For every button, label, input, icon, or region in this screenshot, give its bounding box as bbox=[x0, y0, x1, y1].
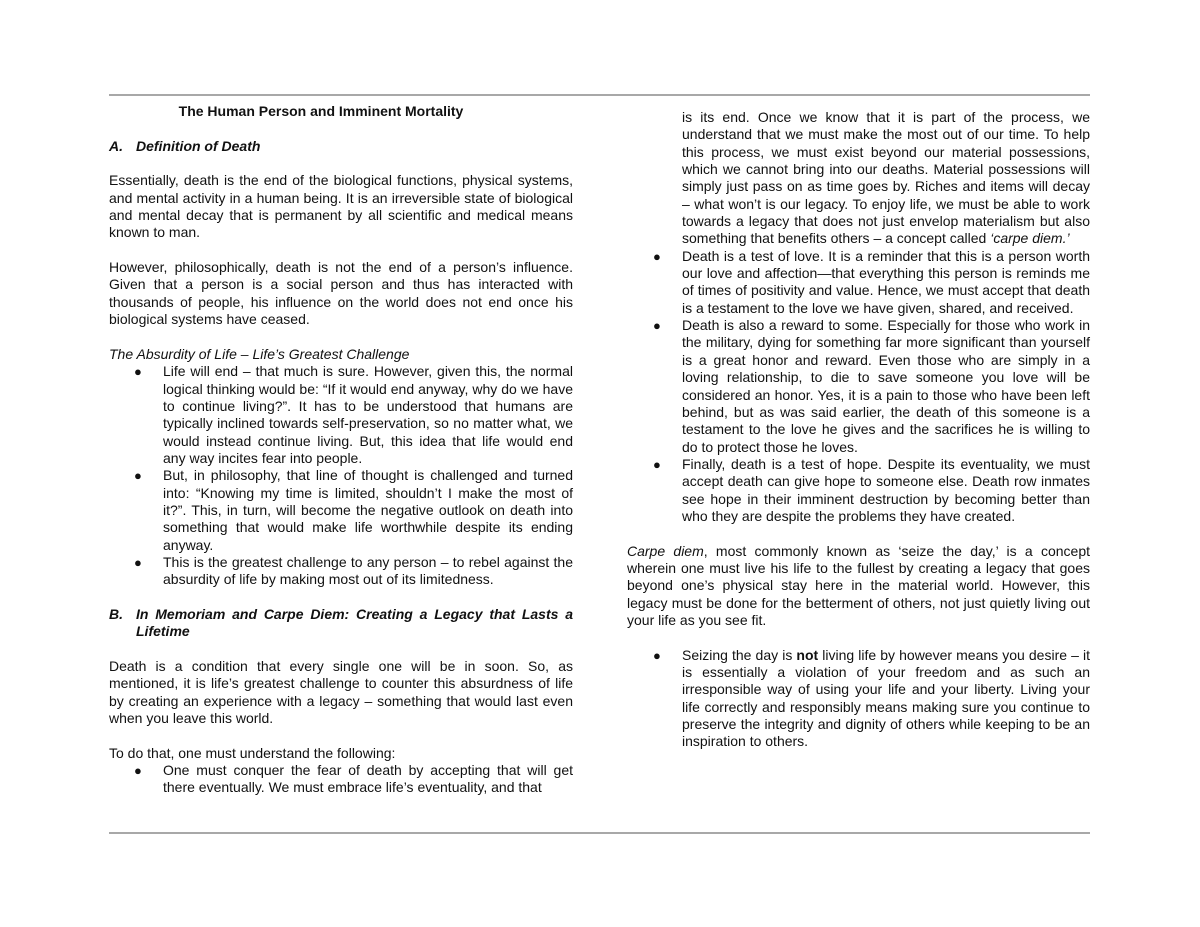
bottom-rule bbox=[109, 832, 1090, 834]
list-item: ● Finally, death is a test of hope. Despite its eventuality, we must accept death can give hope to someone else. Death row inmates see hope in their imminent destruction by becoming better than who they are despite the problems they have created. bbox=[653, 455, 1090, 524]
bullet-icon: ● bbox=[134, 554, 142, 570]
bullet-list bbox=[627, 248, 1090, 526]
bullet-icon: ● bbox=[134, 468, 142, 484]
list-item: ● This is the greatest challenge to any person – to rebel against the absurdity of life by making most out of its limitedness. bbox=[134, 553, 573, 588]
section-title: Definition of Death bbox=[136, 137, 261, 154]
list-item: ● Death is also a reward to some. Especially for those who work in the military, dying for something far more significant than yourself is a great honor and reward. Even those who are simply in a loving relationship, to die to save someone you love will be considered an honor. Yes, it is a pain to those who have been left behind, but as was said earlier, the death of this someone is a testament to the love he gives and the sacrifices he is willing to do to protect those he loves. bbox=[653, 317, 1090, 455]
bullet-list bbox=[109, 363, 573, 588]
bullet-icon: ● bbox=[134, 364, 142, 380]
left-column bbox=[109, 103, 573, 797]
paragraph: Essentially, death is the end of the biological functions, physical systems, and mental activity in a human being. It is an irreversible state of biological and mental decay that is permanent by all scientific and medical means known to man. bbox=[109, 172, 573, 241]
bullet-icon: ● bbox=[653, 318, 661, 334]
list-item: ● One must conquer the fear of death by accepting that will get there eventually. We must embrace life’s eventuality, and that bbox=[134, 762, 573, 796]
bullet-icon: ● bbox=[653, 647, 661, 663]
list-item: ● Seizing the day is not living life by however means you desire – it is essentially a violation of your freedom and as such an irresponsible way of using your life and your liberty. Living your life correctly and responsibly means making sure you continue to preserve the integrity and dignity of others while keeping to be an inspiration to others. bbox=[653, 646, 1090, 750]
bullet-icon: ● bbox=[653, 456, 661, 472]
section-a-heading bbox=[109, 138, 573, 155]
right-column bbox=[627, 109, 1090, 751]
section-number: A. bbox=[109, 137, 123, 154]
bullet-icon: ● bbox=[653, 248, 661, 264]
carpe-diem-paragraph: Carpe diem, most commonly known as ‘seize the day,’ is a concept wherein one must live his life to the fullest by creating a legacy that goes beyond one’s physical stay here in the material world. However, this legacy must be done for the betterment of others, not just quietly living out your life as you see fit. bbox=[627, 542, 1091, 628]
paragraph: However, philosophically, death is not the end of a person’s influence. Given that a person is a social person and thus has interacted with thousands of people, his influence on the world does not end once his biological systems have ceased. bbox=[109, 259, 573, 328]
section-b-heading bbox=[109, 606, 573, 641]
top-rule bbox=[109, 94, 1090, 96]
paragraph: Death is a condition that every single one will be in soon. So, as mentioned, it is life’s greatest challenge to counter this absurdness of life by creating an experience with a legacy – something that would last even when you leave this world. bbox=[109, 658, 573, 727]
document-title: The Human Person and Imminent Mortality bbox=[178, 103, 464, 119]
bullet-list bbox=[627, 647, 1090, 751]
list-item-continued: is its end. Once we know that it is part of the process, we understand that we must make the most out of our time. To help this process, we must exist beyond our material possessions, which we cannot bring into our deaths. Material possessions will simply just pass on as time goes by. Riches and items will decay – what won’t is our legacy. To enjoy life, we must be able to work towards a legacy that does not just envelop materialism but also something that benefits others – a concept called ‘carpe diem.’ bbox=[682, 109, 1090, 247]
list-item: ● But, in philosophy, that line of thought is challenged and turned into: “Knowing my time is limited, shouldn’t I make the most of it?”. This, in turn, will become the negative outlook on death into something that would make life worthwhile despite its ending anyway. bbox=[134, 467, 573, 553]
section-title: In Memoriam and Carpe Diem: Creating a Legacy that Lasts a Lifetime bbox=[136, 605, 573, 640]
bullet-list bbox=[109, 762, 573, 797]
section-number: B. bbox=[109, 605, 123, 622]
list-item: ● Life will end – that much is sure. However, given this, the normal logical thinking would be: “If it would end anyway, why do we have to continue living?”. It has to be understood that humans are typically inclined towards self-preservation, so no matter what, we would instead continue living. But, this idea that life would end any way incites fear into people. bbox=[134, 363, 573, 466]
paragraph: To do that, one must understand the following: bbox=[109, 744, 396, 761]
subheading: The Absurdity of Life – Life’s Greatest Challenge bbox=[109, 345, 410, 362]
bullet-icon: ● bbox=[134, 763, 142, 779]
list-item: ● Death is a test of love. It is a reminder that this is a person worth our love and affection—that everything this person is reminds me of times of positivity and value. Hence, we must accept that death is a testament to the love we have given, shared, and received. bbox=[653, 247, 1090, 316]
